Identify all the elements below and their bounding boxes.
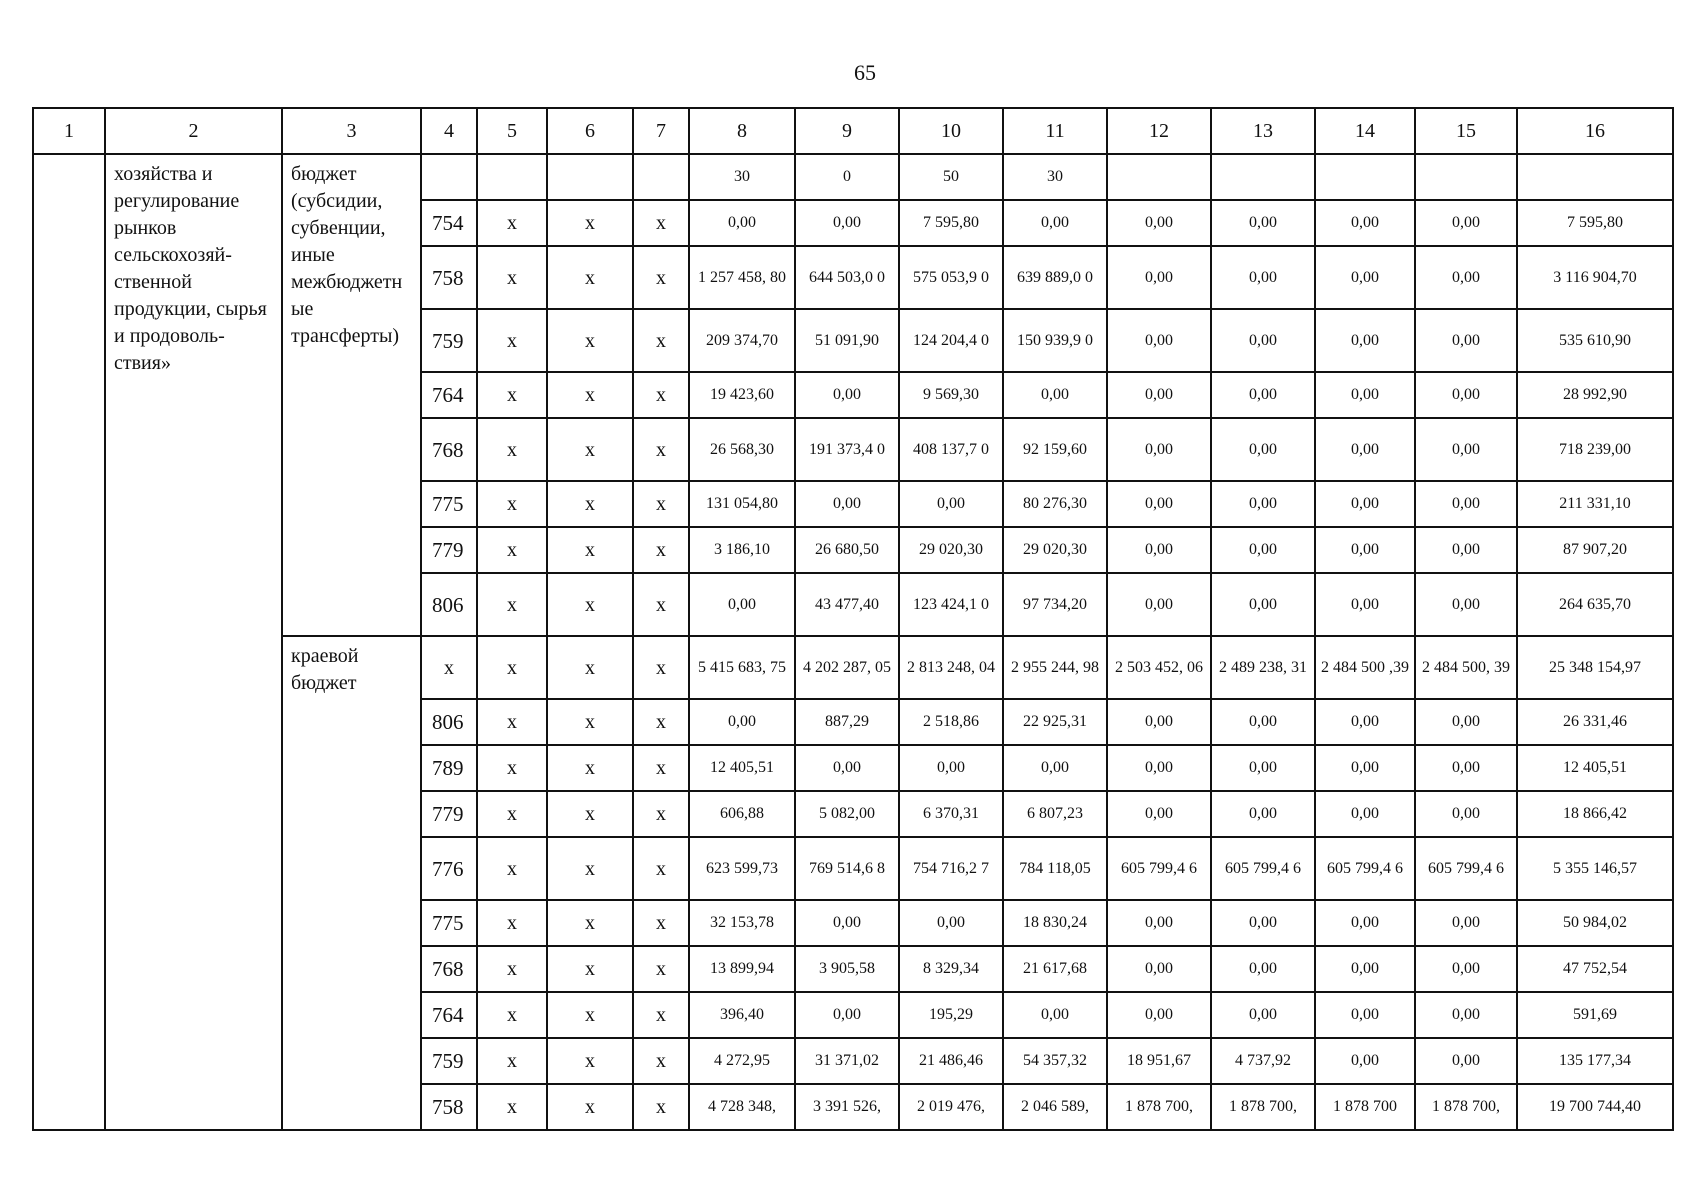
x-mark-cell: x [547, 946, 633, 992]
value-cell: 0,00 [1107, 246, 1211, 309]
value-cell: 0,00 [1211, 527, 1315, 573]
x-mark-cell: x [477, 246, 547, 309]
value-cell [633, 154, 689, 200]
value-cell: 0,00 [1107, 946, 1211, 992]
x-mark-cell: x [477, 992, 547, 1038]
value-cell: 19 700 744,40 [1517, 1084, 1673, 1130]
column-header-2: 2 [105, 108, 282, 154]
value-cell: 0,00 [1003, 745, 1107, 791]
value-cell: 396,40 [689, 992, 795, 1038]
value-cell: 3 116 904,70 [1517, 246, 1673, 309]
value-cell: 0,00 [1107, 900, 1211, 946]
value-cell: 0,00 [1211, 573, 1315, 636]
value-cell: 43 477,40 [795, 573, 899, 636]
value-cell: 2 489 238, 31 [1211, 636, 1315, 699]
value-cell: 0,00 [1315, 699, 1415, 745]
value-cell: 0,00 [1003, 372, 1107, 418]
x-mark-cell: x [633, 837, 689, 900]
value-cell: 13 899,94 [689, 946, 795, 992]
value-cell: 6 807,23 [1003, 791, 1107, 837]
x-mark-cell: x [477, 200, 547, 246]
x-mark-cell: x [633, 527, 689, 573]
code-cell: 758 [421, 246, 477, 309]
value-cell: 28 992,90 [1517, 372, 1673, 418]
x-mark-cell: x [633, 791, 689, 837]
value-cell: 0,00 [689, 699, 795, 745]
value-cell: 0,00 [899, 481, 1003, 527]
value-cell: 195,29 [899, 992, 1003, 1038]
value-cell: 0,00 [1211, 992, 1315, 1038]
value-cell: 605 799,4 6 [1211, 837, 1315, 900]
value-cell: 0,00 [1211, 372, 1315, 418]
value-cell: 2 518,86 [899, 699, 1003, 745]
value-cell: 7 595,80 [1517, 200, 1673, 246]
value-cell: 32 153,78 [689, 900, 795, 946]
x-mark-cell: x [547, 636, 633, 699]
x-mark-cell: x [547, 900, 633, 946]
code-cell: 759 [421, 309, 477, 372]
value-cell: 1 878 700 [1315, 1084, 1415, 1130]
column-header-11: 11 [1003, 108, 1107, 154]
x-mark-cell: x [477, 481, 547, 527]
value-cell: 50 984,02 [1517, 900, 1673, 946]
value-cell: 97 734,20 [1003, 573, 1107, 636]
code-cell: 764 [421, 372, 477, 418]
code-cell: 779 [421, 791, 477, 837]
value-cell: 92 159,60 [1003, 418, 1107, 481]
column-header-1: 1 [33, 108, 105, 154]
value-cell [477, 154, 547, 200]
value-cell [1211, 154, 1315, 200]
x-mark-cell: x [477, 745, 547, 791]
x-mark-cell: x [547, 745, 633, 791]
value-cell: 605 799,4 6 [1315, 837, 1415, 900]
value-cell: 591,69 [1517, 992, 1673, 1038]
value-cell: 0,00 [689, 200, 795, 246]
value-cell: 0,00 [1415, 699, 1517, 745]
value-cell: 0,00 [1107, 745, 1211, 791]
x-mark-cell: x [547, 309, 633, 372]
value-cell: 4 202 287, 05 [795, 636, 899, 699]
x-mark-cell: x [547, 573, 633, 636]
x-mark-cell: x [547, 837, 633, 900]
value-cell: 150 939,9 0 [1003, 309, 1107, 372]
budget-source-label-cell: краевой бюджет [282, 636, 421, 1130]
value-cell: 887,29 [795, 699, 899, 745]
value-cell: 575 053,9 0 [899, 246, 1003, 309]
value-cell: 0,00 [1211, 791, 1315, 837]
value-cell: 3 905,58 [795, 946, 899, 992]
value-cell: 25 348 154,97 [1517, 636, 1673, 699]
value-cell: 0,00 [689, 573, 795, 636]
value-cell: 0,00 [1315, 246, 1415, 309]
value-cell: 135 177,34 [1517, 1038, 1673, 1084]
value-cell: 30 [1003, 154, 1107, 200]
column-header-4: 4 [421, 108, 477, 154]
code-cell: 768 [421, 418, 477, 481]
value-cell: 0,00 [1107, 309, 1211, 372]
value-cell: 0,00 [1107, 573, 1211, 636]
value-cell: 4 272,95 [689, 1038, 795, 1084]
value-cell [1315, 154, 1415, 200]
table-row [33, 154, 1673, 200]
code-cell: x [421, 636, 477, 699]
value-cell: 0,00 [1003, 992, 1107, 1038]
code-cell: 776 [421, 837, 477, 900]
x-mark-cell: x [633, 946, 689, 992]
value-cell: 1 878 700, [1107, 1084, 1211, 1130]
value-cell: 0,00 [1315, 309, 1415, 372]
value-cell: 0,00 [1211, 946, 1315, 992]
value-cell: 0,00 [1107, 372, 1211, 418]
x-mark-cell: x [633, 309, 689, 372]
x-mark-cell: x [477, 699, 547, 745]
value-cell: 21 617,68 [1003, 946, 1107, 992]
value-cell: 29 020,30 [1003, 527, 1107, 573]
x-mark-cell: x [633, 1038, 689, 1084]
value-cell: 6 370,31 [899, 791, 1003, 837]
value-cell: 5 355 146,57 [1517, 837, 1673, 900]
value-cell: 0,00 [1315, 481, 1415, 527]
value-cell [1107, 154, 1211, 200]
value-cell: 54 357,32 [1003, 1038, 1107, 1084]
value-cell: 0,00 [1107, 527, 1211, 573]
value-cell: 2 019 476, [899, 1084, 1003, 1130]
value-cell: 2 484 500, 39 [1415, 636, 1517, 699]
x-mark-cell: x [547, 527, 633, 573]
value-cell: 0,00 [1415, 745, 1517, 791]
value-cell: 0,00 [1415, 791, 1517, 837]
value-cell: 2 955 244, 98 [1003, 636, 1107, 699]
x-mark-cell: x [633, 745, 689, 791]
x-mark-cell: x [547, 372, 633, 418]
x-mark-cell: x [633, 481, 689, 527]
value-cell: 30 [689, 154, 795, 200]
value-cell: 535 610,90 [1517, 309, 1673, 372]
value-cell: 209 374,70 [689, 309, 795, 372]
value-cell: 3 391 526, [795, 1084, 899, 1130]
column-header-7: 7 [633, 108, 689, 154]
x-mark-cell: x [547, 418, 633, 481]
value-cell: 12 405,51 [1517, 745, 1673, 791]
value-cell: 0,00 [1107, 418, 1211, 481]
value-cell: 606,88 [689, 791, 795, 837]
value-cell: 0,00 [1415, 246, 1517, 309]
value-cell: 0,00 [1107, 699, 1211, 745]
value-cell: 0,00 [795, 745, 899, 791]
value-cell: 2 484 500 ,39 [1315, 636, 1415, 699]
column-header-15: 15 [1415, 108, 1517, 154]
x-mark-cell: x [477, 1038, 547, 1084]
value-cell: 0,00 [1315, 1038, 1415, 1084]
value-cell: 18 951,67 [1107, 1038, 1211, 1084]
x-mark-cell: x [477, 636, 547, 699]
value-cell: 19 423,60 [689, 372, 795, 418]
value-cell: 1 878 700, [1415, 1084, 1517, 1130]
code-cell: 775 [421, 900, 477, 946]
value-cell: 87 907,20 [1517, 527, 1673, 573]
value-cell: 2 503 452, 06 [1107, 636, 1211, 699]
value-cell: 0,00 [795, 992, 899, 1038]
value-cell: 5 415 683, 75 [689, 636, 795, 699]
value-cell: 21 486,46 [899, 1038, 1003, 1084]
x-mark-cell: x [633, 573, 689, 636]
x-mark-cell: x [633, 636, 689, 699]
value-cell: 0,00 [1415, 418, 1517, 481]
value-cell: 0,00 [1107, 992, 1211, 1038]
code-cell: 768 [421, 946, 477, 992]
value-cell: 0,00 [1107, 791, 1211, 837]
value-cell: 639 889,0 0 [1003, 246, 1107, 309]
x-mark-cell: x [547, 481, 633, 527]
value-cell: 0,00 [1415, 992, 1517, 1038]
x-mark-cell: x [547, 200, 633, 246]
value-cell: 408 137,7 0 [899, 418, 1003, 481]
code-cell: 806 [421, 699, 477, 745]
column-header-14: 14 [1315, 108, 1415, 154]
code-cell: 779 [421, 527, 477, 573]
value-cell: 191 373,4 0 [795, 418, 899, 481]
value-cell: 0,00 [1415, 372, 1517, 418]
value-cell: 124 204,4 0 [899, 309, 1003, 372]
value-cell: 0,00 [1107, 481, 1211, 527]
value-cell: 9 569,30 [899, 372, 1003, 418]
x-mark-cell: x [633, 200, 689, 246]
x-mark-cell: x [477, 527, 547, 573]
column-header-16: 16 [1517, 108, 1673, 154]
value-cell: 1 257 458, 80 [689, 246, 795, 309]
value-cell: 0,00 [1003, 200, 1107, 246]
value-cell: 0,00 [1415, 309, 1517, 372]
x-mark-cell: x [477, 791, 547, 837]
value-cell: 80 276,30 [1003, 481, 1107, 527]
x-mark-cell: x [547, 1084, 633, 1130]
value-cell: 623 599,73 [689, 837, 795, 900]
x-mark-cell: x [477, 418, 547, 481]
column-header-3: 3 [282, 108, 421, 154]
value-cell: 1 878 700, [1211, 1084, 1315, 1130]
value-cell [1517, 154, 1673, 200]
value-cell: 0,00 [1415, 481, 1517, 527]
value-cell: 0,00 [1211, 481, 1315, 527]
value-cell: 0,00 [1415, 200, 1517, 246]
value-cell: 0,00 [1211, 246, 1315, 309]
value-cell: 4 728 348, [689, 1084, 795, 1130]
value-cell: 47 752,54 [1517, 946, 1673, 992]
value-cell: 605 799,4 6 [1415, 837, 1517, 900]
value-cell: 50 [899, 154, 1003, 200]
value-cell: 0,00 [1211, 418, 1315, 481]
value-cell: 0,00 [1211, 309, 1315, 372]
value-cell: 18 830,24 [1003, 900, 1107, 946]
value-cell: 0 [795, 154, 899, 200]
value-cell: 784 118,05 [1003, 837, 1107, 900]
column-header-6: 6 [547, 108, 633, 154]
value-cell: 0,00 [1315, 900, 1415, 946]
x-mark-cell: x [477, 837, 547, 900]
x-mark-cell: x [477, 372, 547, 418]
page-number: 65 [854, 60, 876, 85]
value-cell: 26 331,46 [1517, 699, 1673, 745]
value-cell: 0,00 [1315, 372, 1415, 418]
code-cell: 759 [421, 1038, 477, 1084]
value-cell: 605 799,4 6 [1107, 837, 1211, 900]
value-cell [1415, 154, 1517, 200]
value-cell [421, 154, 477, 200]
value-cell: 2 813 248, 04 [899, 636, 1003, 699]
value-cell: 2 046 589, [1003, 1084, 1107, 1130]
value-cell: 754 716,2 7 [899, 837, 1003, 900]
value-cell: 769 514,6 8 [795, 837, 899, 900]
column-header-13: 13 [1211, 108, 1315, 154]
x-mark-cell: x [547, 791, 633, 837]
column-header-8: 8 [689, 108, 795, 154]
value-cell: 264 635,70 [1517, 573, 1673, 636]
value-cell: 8 329,34 [899, 946, 1003, 992]
value-cell: 123 424,1 0 [899, 573, 1003, 636]
code-cell: 789 [421, 745, 477, 791]
budget-source-label-cell: бюджет (субсидии, субвенции, иные межбюджетн ые трансферты) [282, 154, 421, 636]
value-cell: 0,00 [1315, 527, 1415, 573]
value-cell: 0,00 [795, 900, 899, 946]
x-mark-cell: x [547, 246, 633, 309]
x-mark-cell: x [633, 372, 689, 418]
value-cell: 0,00 [1415, 946, 1517, 992]
value-cell [547, 154, 633, 200]
value-cell: 0,00 [795, 481, 899, 527]
value-cell: 0,00 [1315, 418, 1415, 481]
value-cell: 0,00 [795, 372, 899, 418]
x-mark-cell: x [633, 1084, 689, 1130]
value-cell: 29 020,30 [899, 527, 1003, 573]
value-cell: 0,00 [1211, 200, 1315, 246]
value-cell: 718 239,00 [1517, 418, 1673, 481]
column-header-10: 10 [899, 108, 1003, 154]
value-cell: 131 054,80 [689, 481, 795, 527]
value-cell: 0,00 [899, 900, 1003, 946]
code-cell: 754 [421, 200, 477, 246]
value-cell: 31 371,02 [795, 1038, 899, 1084]
value-cell: 0,00 [795, 200, 899, 246]
value-cell: 0,00 [1211, 900, 1315, 946]
x-mark-cell: x [477, 573, 547, 636]
x-mark-cell: x [477, 946, 547, 992]
x-mark-cell: x [477, 309, 547, 372]
value-cell: 0,00 [1415, 573, 1517, 636]
value-cell: 0,00 [1107, 200, 1211, 246]
value-cell: 26 680,50 [795, 527, 899, 573]
value-cell: 0,00 [1315, 200, 1415, 246]
code-cell: 758 [421, 1084, 477, 1130]
column-header-9: 9 [795, 108, 899, 154]
value-cell: 0,00 [1211, 699, 1315, 745]
value-cell: 644 503,0 0 [795, 246, 899, 309]
value-cell: 51 091,90 [795, 309, 899, 372]
value-cell: 26 568,30 [689, 418, 795, 481]
x-mark-cell: x [633, 246, 689, 309]
value-cell: 22 925,31 [1003, 699, 1107, 745]
x-mark-cell: x [547, 992, 633, 1038]
column-header-5: 5 [477, 108, 547, 154]
program-description-cell: хозяйства и регулирование рынков сельскохозяй-ственной продукции, сырья и продоволь-ствия» [105, 154, 282, 1130]
value-cell: 4 737,92 [1211, 1038, 1315, 1084]
x-mark-cell: x [547, 699, 633, 745]
value-cell: 0,00 [1315, 745, 1415, 791]
value-cell: 0,00 [1315, 791, 1415, 837]
value-cell: 0,00 [1415, 900, 1517, 946]
code-cell: 764 [421, 992, 477, 1038]
column-header-12: 12 [1107, 108, 1211, 154]
value-cell: 0,00 [1315, 573, 1415, 636]
value-cell: 3 186,10 [689, 527, 795, 573]
value-cell: 0,00 [1415, 1038, 1517, 1084]
x-mark-cell: x [477, 900, 547, 946]
x-mark-cell: x [633, 699, 689, 745]
code-cell: 775 [421, 481, 477, 527]
value-cell: 211 331,10 [1517, 481, 1673, 527]
value-cell: 0,00 [1415, 527, 1517, 573]
value-cell: 0,00 [1211, 745, 1315, 791]
x-mark-cell: x [633, 900, 689, 946]
x-mark-cell: x [633, 418, 689, 481]
value-cell: 7 595,80 [899, 200, 1003, 246]
x-mark-cell: x [547, 1038, 633, 1084]
value-cell: 0,00 [1315, 946, 1415, 992]
header-row [33, 108, 1673, 154]
value-cell: 5 082,00 [795, 791, 899, 837]
row-number-cell [33, 154, 105, 1130]
value-cell: 18 866,42 [1517, 791, 1673, 837]
value-cell: 12 405,51 [689, 745, 795, 791]
x-mark-cell: x [633, 992, 689, 1038]
value-cell: 0,00 [899, 745, 1003, 791]
budget-table [32, 107, 1674, 1131]
code-cell: 806 [421, 573, 477, 636]
x-mark-cell: x [477, 1084, 547, 1130]
value-cell: 0,00 [1315, 992, 1415, 1038]
